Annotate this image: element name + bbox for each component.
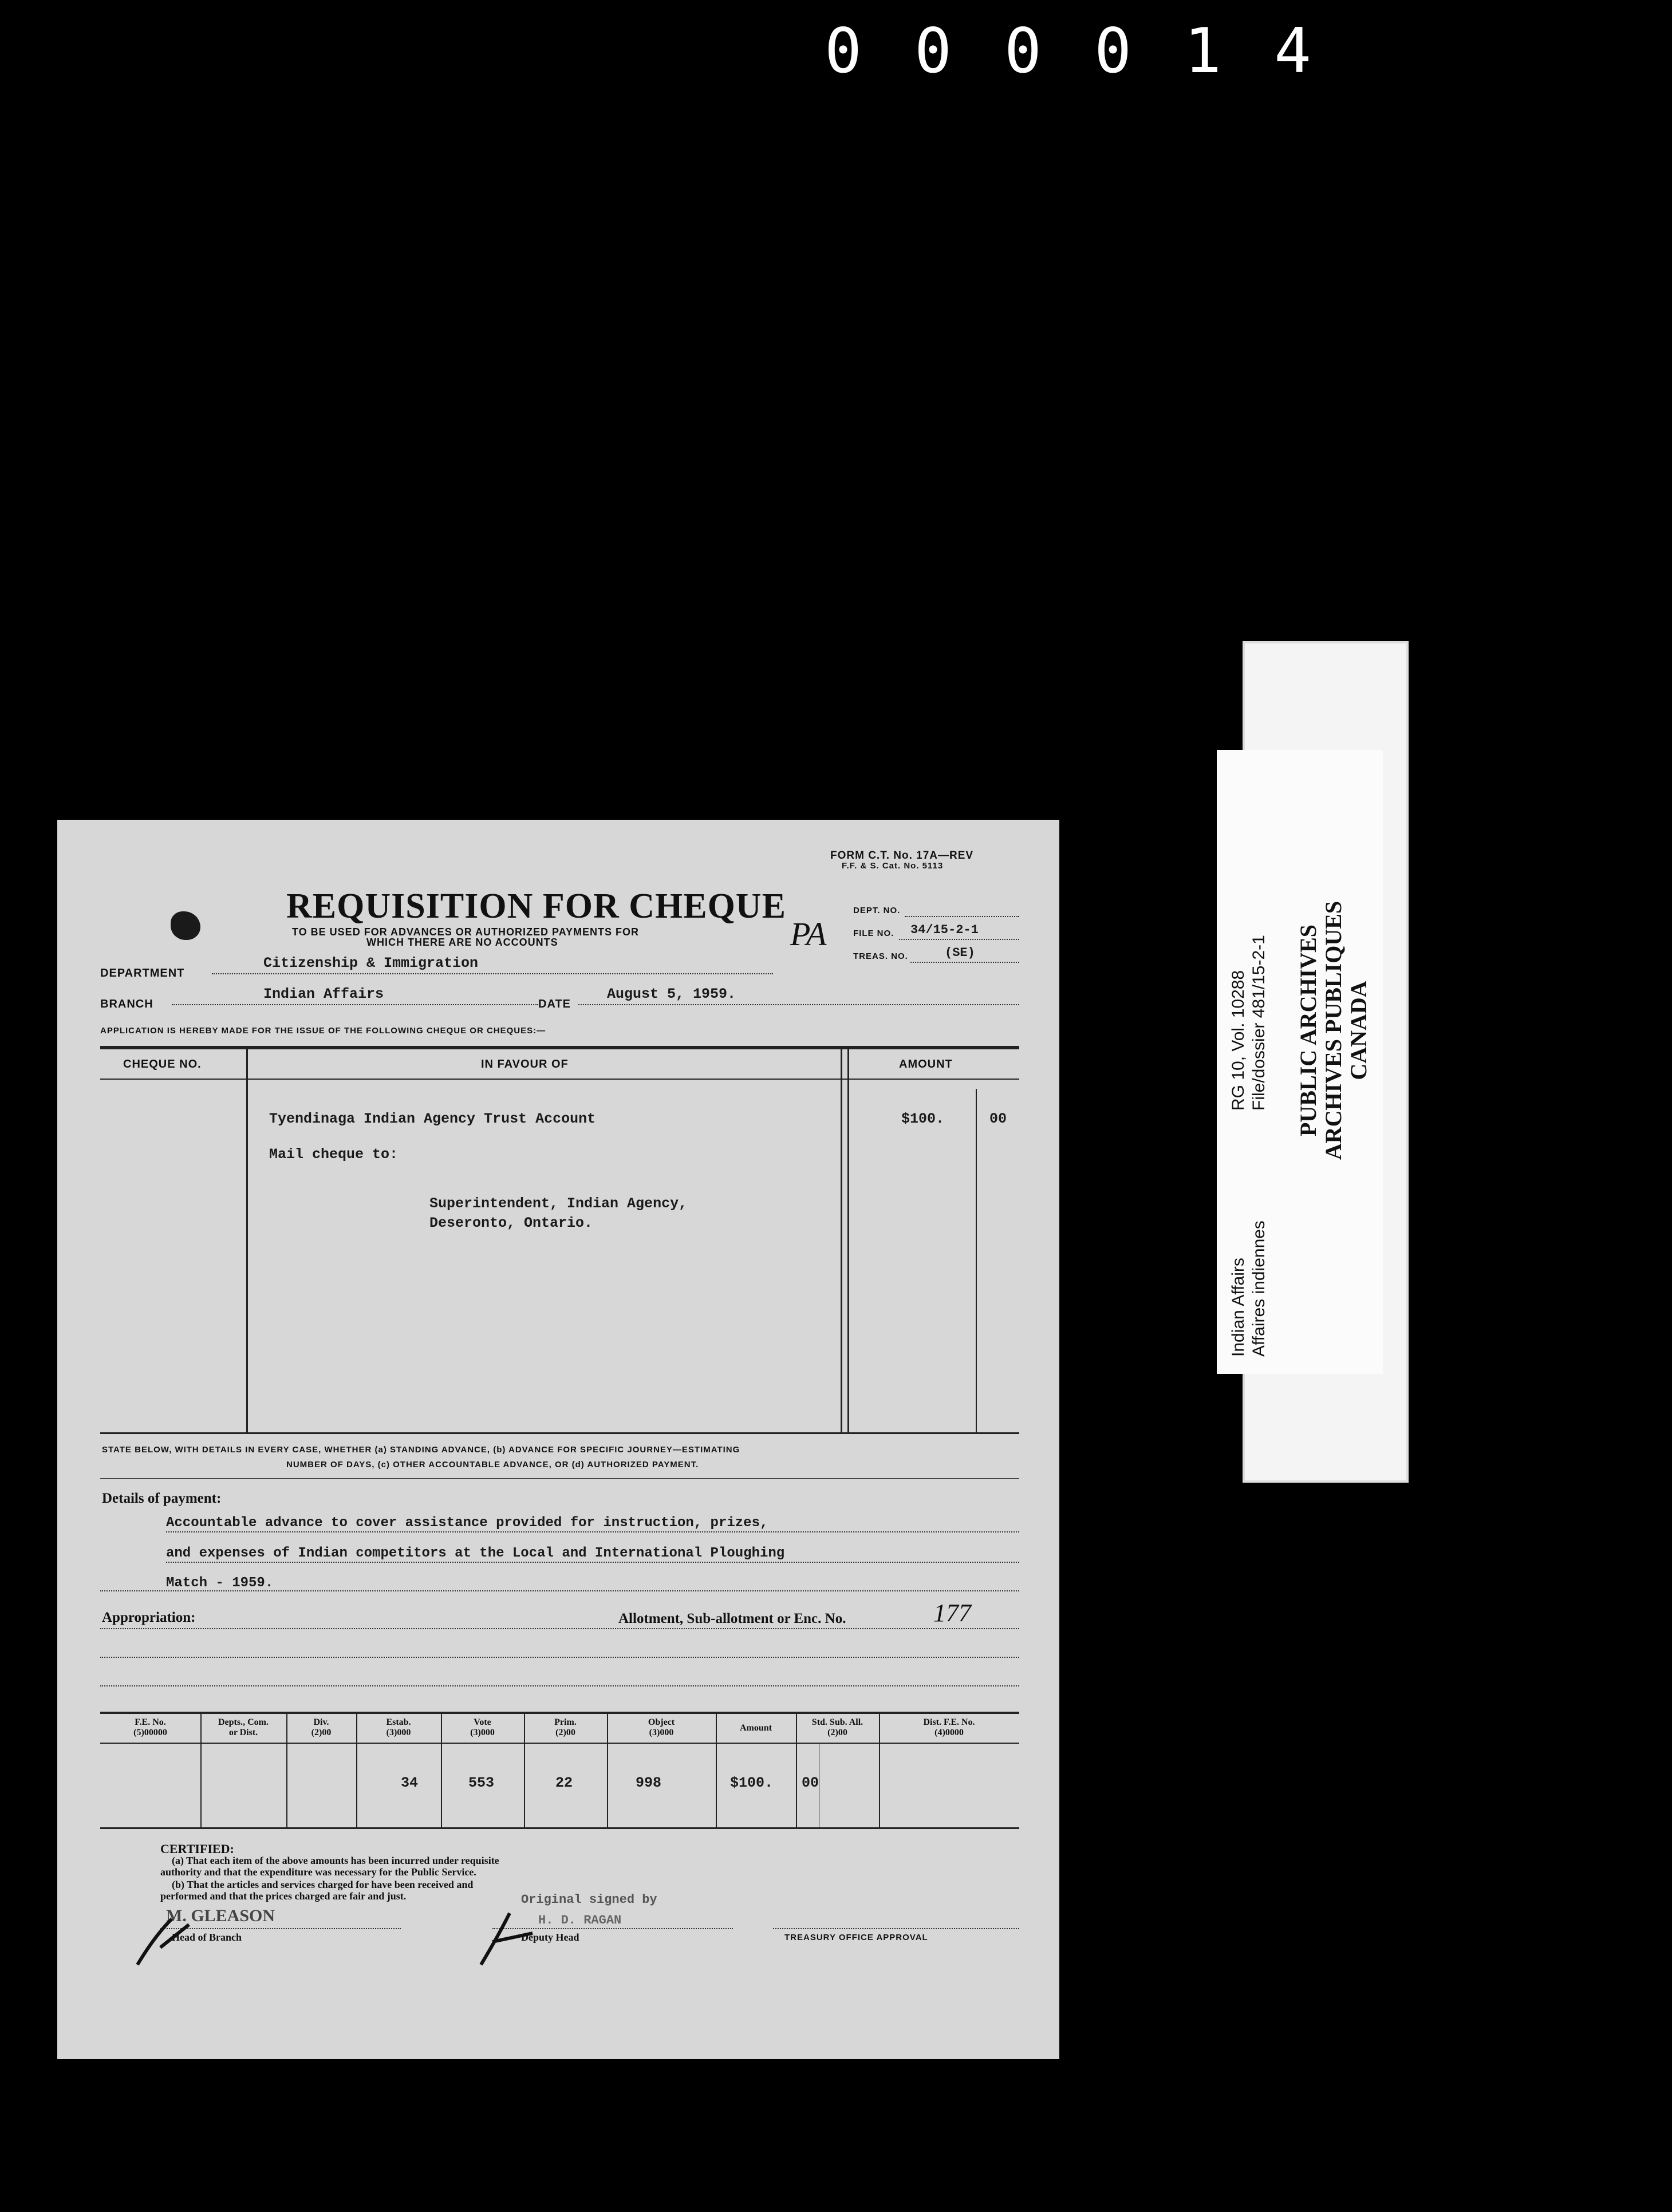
deputy-head-label: Deputy Head [521,1931,579,1943]
coding-grid-top-rule [100,1712,1019,1714]
certified-label: CERTIFIED: [160,1842,234,1856]
treasury-approval-label: TREASURY OFFICE APPROVAL [784,1933,928,1942]
details-line [100,1590,1019,1591]
head-of-branch-line [160,1928,401,1929]
file-no-value: 34/15-2-1 [910,923,979,937]
archive-tag-text [1228,761,1371,1357]
appropriation-line [100,1685,1019,1686]
tag-line: Indian Affairs [1229,1258,1248,1357]
coding-value-object: 998 [636,1775,662,1791]
col-cheque-no: CHEQUE NO. [123,1058,202,1071]
col-amount: AMOUNT [899,1058,953,1071]
payee-value: Tyendinaga Indian Agency Trust Account [269,1111,596,1127]
tag-line: RG 10, Vol. 10288 [1229,970,1248,1111]
coding-head-prim [524,1717,607,1738]
address-line-1: Superintendent, Indian Agency, [429,1195,688,1212]
date-line [578,1004,1019,1005]
branch-label: BRANCH [100,998,153,1010]
treasury-line [773,1928,1019,1929]
coding-value-amount: $100. [730,1775,774,1791]
coding-head-text: Estab. [386,1717,411,1727]
coding-head-text: F.E. No. [135,1717,166,1727]
address-line-2: Deseronto, Ontario. [429,1215,593,1231]
coding-value-vote: 553 [468,1775,495,1791]
form-title: REQUISITION FOR CHEQUE [286,887,786,926]
cheque-table-bottom-rule [100,1432,1019,1434]
cert-b-line-1: (b) That the articles and services charged for have been received and [172,1879,474,1890]
date-label: DATE [538,998,571,1010]
form-catalogue-number: F.F. & S. Cat. No. 5113 [842,861,944,871]
state-below-line-1: STATE BELOW, WITH DETAILS IN EVERY CASE, WHETHER (a) STANDING ADVANCE, (b) ADVANCE FOR SPECIFIC JOURNEY—ESTIMATING [102,1445,740,1455]
tag-line: File/dossier 481/15-2-1 [1249,935,1268,1111]
coding-head-text: (4)0000 [934,1728,964,1737]
requisition-form [57,820,1059,2059]
details-line [166,1531,1019,1532]
dept-no-line [905,916,1019,917]
cents-divider [976,1089,977,1433]
coding-head-text: (3)000 [386,1728,411,1737]
allotment-value: 177 [933,1599,971,1627]
coding-head-estab [356,1717,441,1738]
appropriation-line [100,1628,1019,1629]
mail-to-label: Mail cheque to: [269,1146,399,1163]
file-no-line [899,939,1019,940]
cert-b-line-2: performed and that the prices charged are fair and just. [160,1890,407,1902]
tag-line: PUBLIC ARCHIVES [1295,924,1321,1137]
allotment-label: Allotment, Sub-allotment or Enc. No. [618,1611,846,1626]
head-of-branch-label: Head of Branch [172,1931,242,1943]
state-below-rule [100,1478,1019,1479]
details-line [166,1562,1019,1563]
details-line-1: Accountable advance to cover assistance provided for instruction, prizes, [166,1515,768,1531]
col-in-favour-of: IN FAVOUR OF [481,1058,569,1071]
file-no-label: FILE NO. [853,929,894,938]
original-signed-note: Original signed by [521,1893,657,1907]
dept-no-label: DEPT. NO. [853,906,901,915]
coding-head-std-sub-all [796,1717,879,1738]
department-value: Citizenship & Immigration [263,955,479,971]
state-below-line-2: NUMBER OF DAYS, (c) OTHER ACCOUNTABLE ADVANCE, OR (d) AUTHORIZED PAYMENT. [286,1460,699,1470]
signer-ragan: H. D. RAGAN [538,1913,622,1927]
tag-line: Affaires indiennes [1249,1220,1268,1357]
form-number: FORM C.T. No. 17A—REV [830,850,974,862]
form-subtitle-line-2: WHICH THERE ARE NO ACCOUNTS [366,937,558,948]
coding-head-text: Vote [474,1717,491,1727]
archive-tag-institution [1296,836,1371,1225]
coding-head-text: Amount [739,1723,772,1733]
coding-head-text: (3)000 [649,1728,674,1737]
coding-head-object [607,1717,716,1738]
coding-head-fe-no [100,1717,200,1738]
ink-blot-icon [171,911,200,940]
microfilm-frame-number: 000014 [825,15,1365,87]
coding-head-text: (5)00000 [133,1728,167,1737]
coding-head-amount [716,1723,796,1733]
coding-value-prim: 22 [555,1775,573,1791]
archive-tag-fonds [1228,1071,1269,1357]
coding-head-text: Dist. F.E. No. [923,1717,975,1727]
department-label: DEPARTMENT [100,967,185,979]
coding-head-text: Div. [313,1717,329,1727]
archive-tag-reference [1228,882,1269,1111]
cheque-table-header-rule [100,1079,1019,1080]
handwritten-pa: PA [790,915,827,953]
tag-line: CANADA [1346,981,1371,1080]
coding-head-div [286,1717,356,1738]
coding-head-text: (2)00 [311,1728,332,1737]
coding-head-text: (2)00 [827,1728,847,1737]
branch-value: Indian Affairs [263,986,384,1002]
coding-value-amount-cents: 00 [802,1775,819,1791]
details-line-2: and expenses of Indian competitors at the Local and International Ploughing [166,1546,785,1561]
coding-head-vote [441,1717,524,1738]
signature-mark-icon [475,1902,538,1970]
coding-head-dept [200,1717,286,1738]
coding-head-text: Depts., Com. [218,1717,269,1727]
treas-no-line [910,962,1019,963]
tag-line: ARCHIVES PUBLIQUES [1320,900,1346,1160]
cheque-table-divider [847,1049,849,1433]
department-line [212,973,773,974]
coding-grid-header-rule [100,1743,1019,1744]
coding-head-text: Std. Sub. All. [811,1717,863,1727]
coding-value-estab: 34 [401,1775,419,1791]
application-statement: APPLICATION IS HEREBY MADE FOR THE ISSUE OF THE FOLLOWING CHEQUE OR CHEQUES:— [100,1026,546,1036]
form-subtitle-line-1: TO BE USED FOR ADVANCES OR AUTHORIZED PAYMENTS FOR [292,926,640,938]
cert-a-line-1: (a) That each item of the above amounts has been incurred under requisite [172,1855,499,1866]
amount-cents: 00 [989,1111,1007,1127]
treas-no-value: (SE) [945,946,975,960]
details-line-3: Match - 1959. [166,1575,274,1591]
cheque-table-top-rule [100,1046,1019,1049]
coding-head-text: (3)000 [470,1728,495,1737]
amount-dollars: $100. [901,1111,945,1127]
cheque-table-divider [841,1049,842,1433]
treas-no-label: TREAS. NO. [853,951,908,961]
coding-head-dist-fe-no [879,1717,1019,1738]
date-value: August 5, 1959. [607,986,736,1002]
coding-head-text: or Dist. [228,1728,258,1737]
coding-grid-bottom-rule [100,1827,1019,1829]
details-label: Details of payment: [102,1491,222,1506]
coding-head-text: Prim. [554,1717,577,1727]
coding-head-text: Object [648,1717,675,1727]
cheque-table-divider [246,1049,248,1433]
coding-head-text: (2)00 [555,1728,575,1737]
appropriation-line [100,1657,1019,1658]
branch-line [172,1004,538,1005]
signature-mark-icon [132,1902,195,1970]
appropriation-label: Appropriation: [102,1610,196,1625]
signer-gleason: M. GLEASON [166,1906,275,1925]
cert-a-line-2: authority and that the expenditure was necessary for the Public Service. [160,1866,476,1878]
